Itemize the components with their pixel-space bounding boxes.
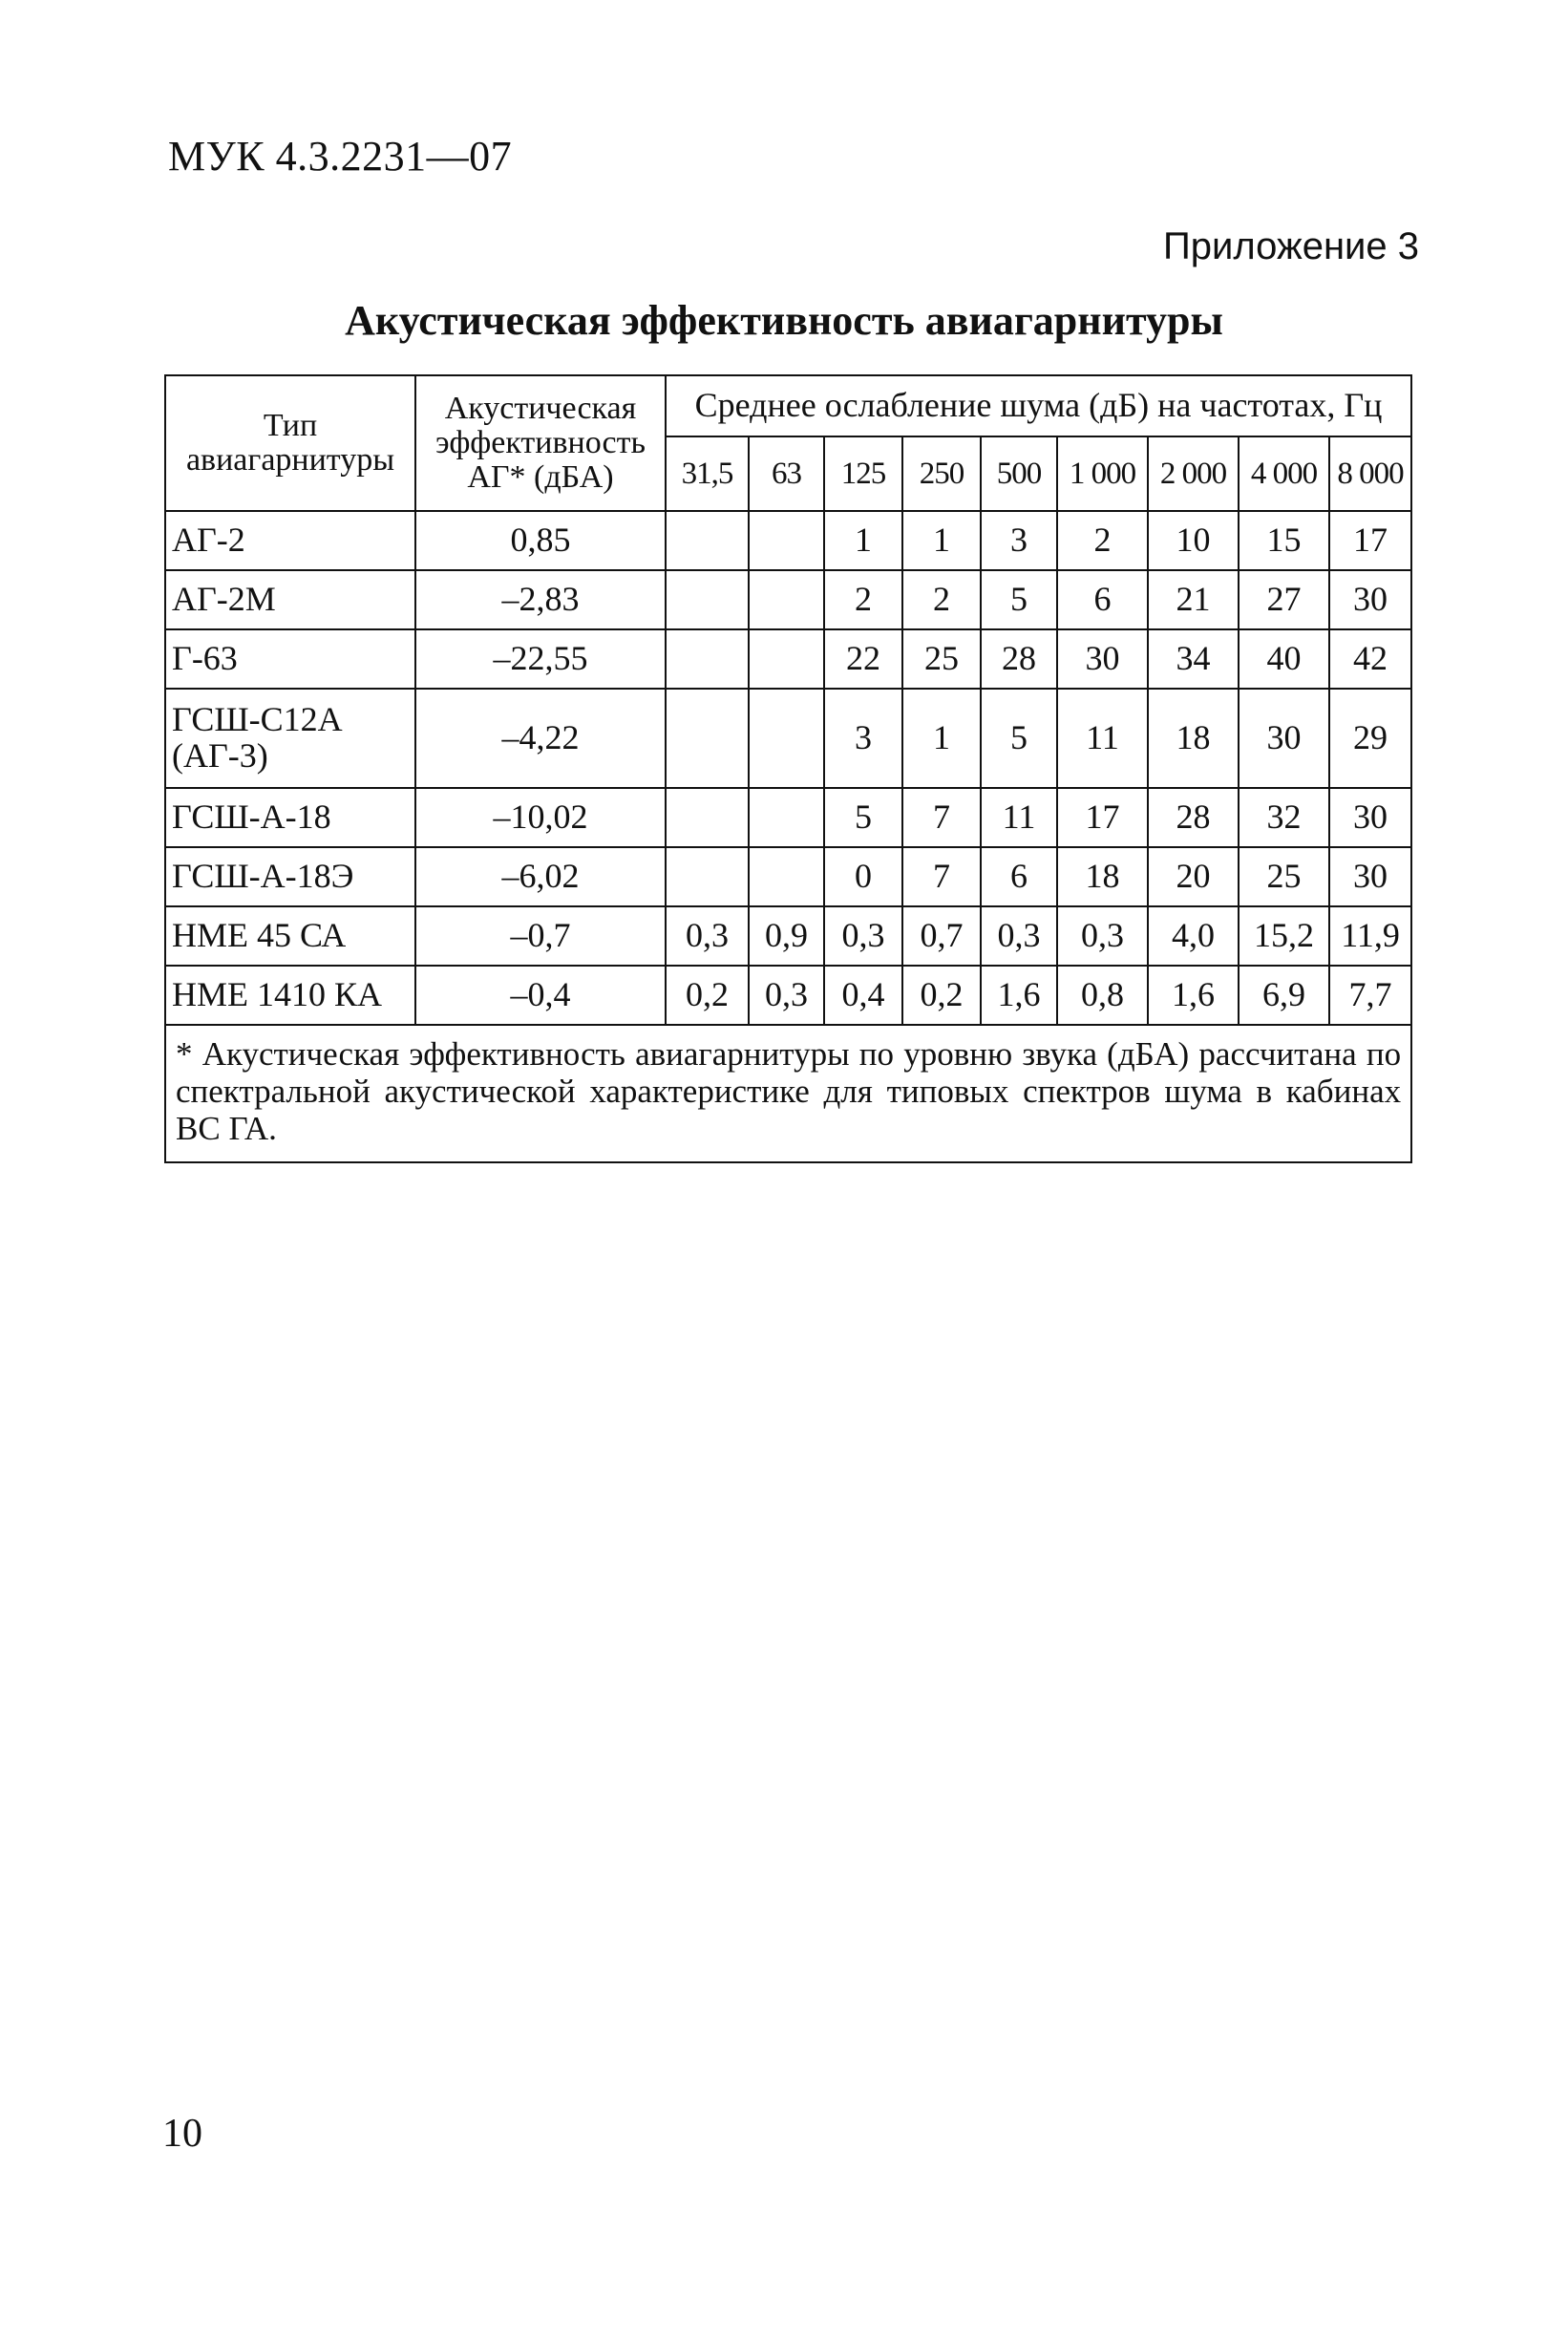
cell-attenuation: 30 — [1329, 847, 1411, 906]
cell-attenuation: 25 — [902, 629, 981, 689]
cell-efficiency: –2,83 — [415, 570, 666, 629]
cell-headset-type: ГСШ-А-18Э — [165, 847, 415, 906]
cell-attenuation — [749, 847, 824, 906]
cell-attenuation: 5 — [824, 788, 902, 847]
table-title: Акустическая эффективность авиагарнитуры — [345, 297, 1223, 344]
header-frequency: 250 — [902, 436, 981, 511]
cell-attenuation: 11,9 — [1329, 906, 1411, 966]
cell-headset-type: НМЕ 45 СА — [165, 906, 415, 966]
cell-headset-type: ГСШ-С12А (АГ-3) — [165, 689, 415, 788]
cell-attenuation — [666, 847, 749, 906]
cell-attenuation: 7,7 — [1329, 966, 1411, 1025]
header-efficiency: Акустическая эффективность АГ* (дБА) — [415, 375, 666, 511]
cell-efficiency: –0,4 — [415, 966, 666, 1025]
cell-attenuation: 2 — [902, 570, 981, 629]
cell-attenuation: 6 — [981, 847, 1057, 906]
cell-efficiency: 0,85 — [415, 511, 666, 570]
cell-attenuation: 0,3 — [666, 906, 749, 966]
cell-attenuation: 0,3 — [981, 906, 1057, 966]
cell-attenuation: 0,3 — [749, 966, 824, 1025]
cell-attenuation: 1,6 — [981, 966, 1057, 1025]
cell-attenuation — [749, 511, 824, 570]
attenuation-table — [164, 374, 1412, 1163]
cell-efficiency: –6,02 — [415, 847, 666, 906]
cell-attenuation: 28 — [981, 629, 1057, 689]
header-frequency: 8 000 — [1329, 436, 1411, 511]
table-row — [165, 570, 1411, 629]
cell-attenuation: 0,4 — [824, 966, 902, 1025]
table-row — [165, 689, 1411, 788]
cell-attenuation: 5 — [981, 689, 1057, 788]
cell-attenuation: 11 — [981, 788, 1057, 847]
cell-attenuation: 32 — [1239, 788, 1329, 847]
table-row — [165, 847, 1411, 906]
cell-attenuation: 6 — [1057, 570, 1148, 629]
table-row — [165, 629, 1411, 689]
cell-attenuation: 25 — [1239, 847, 1329, 906]
cell-attenuation: 15 — [1239, 511, 1329, 570]
cell-attenuation: 42 — [1329, 629, 1411, 689]
cell-attenuation: 1 — [824, 511, 902, 570]
cell-attenuation: 22 — [824, 629, 902, 689]
cell-attenuation: 0,8 — [1057, 966, 1148, 1025]
cell-efficiency: –10,02 — [415, 788, 666, 847]
cell-attenuation: 21 — [1148, 570, 1239, 629]
header-type: Тип авиагарнитуры — [165, 375, 415, 511]
cell-headset-type: АГ-2М — [165, 570, 415, 629]
appendix-label: Приложение 3 — [1163, 225, 1419, 267]
cell-attenuation: 30 — [1239, 689, 1329, 788]
cell-headset-type: НМЕ 1410 КА — [165, 966, 415, 1025]
cell-attenuation: 1 — [902, 511, 981, 570]
header-frequency: 63 — [749, 436, 824, 511]
cell-attenuation: 0 — [824, 847, 902, 906]
cell-headset-type: АГ-2 — [165, 511, 415, 570]
table-row — [165, 511, 1411, 570]
cell-attenuation: 1,6 — [1148, 966, 1239, 1025]
cell-headset-type: Г-63 — [165, 629, 415, 689]
cell-attenuation: 28 — [1148, 788, 1239, 847]
cell-attenuation: 18 — [1057, 847, 1148, 906]
table-body — [165, 511, 1411, 1025]
cell-attenuation: 0,2 — [902, 966, 981, 1025]
cell-attenuation: 7 — [902, 847, 981, 906]
attenuation-table-container — [164, 374, 1410, 1163]
header-frequency: 1 000 — [1057, 436, 1148, 511]
cell-attenuation: 18 — [1148, 689, 1239, 788]
cell-attenuation: 7 — [902, 788, 981, 847]
cell-attenuation — [666, 570, 749, 629]
cell-efficiency: –4,22 — [415, 689, 666, 788]
cell-attenuation — [749, 689, 824, 788]
cell-attenuation: 15,2 — [1239, 906, 1329, 966]
cell-attenuation: 29 — [1329, 689, 1411, 788]
cell-attenuation: 2 — [1057, 511, 1148, 570]
cell-attenuation: 0,3 — [1057, 906, 1148, 966]
cell-headset-type: ГСШ-А-18 — [165, 788, 415, 847]
header-frequency: 31,5 — [666, 436, 749, 511]
cell-attenuation — [666, 511, 749, 570]
header-frequency: 4 000 — [1239, 436, 1329, 511]
cell-attenuation: 17 — [1057, 788, 1148, 847]
cell-attenuation: 40 — [1239, 629, 1329, 689]
cell-attenuation: 0,9 — [749, 906, 824, 966]
cell-attenuation: 11 — [1057, 689, 1148, 788]
cell-efficiency: –0,7 — [415, 906, 666, 966]
cell-attenuation: 6,9 — [1239, 966, 1329, 1025]
table-row — [165, 966, 1411, 1025]
document-code: МУК 4.3.2231—07 — [168, 133, 513, 180]
cell-attenuation: 30 — [1329, 570, 1411, 629]
cell-attenuation — [666, 689, 749, 788]
cell-attenuation: 30 — [1329, 788, 1411, 847]
table-row — [165, 788, 1411, 847]
cell-attenuation — [749, 570, 824, 629]
cell-attenuation: 5 — [981, 570, 1057, 629]
cell-attenuation: 4,0 — [1148, 906, 1239, 966]
table-row — [165, 906, 1411, 966]
cell-efficiency: –22,55 — [415, 629, 666, 689]
cell-attenuation — [666, 629, 749, 689]
header-frequency: 2 000 — [1148, 436, 1239, 511]
cell-attenuation — [749, 629, 824, 689]
cell-attenuation: 3 — [824, 689, 902, 788]
cell-attenuation: 1 — [902, 689, 981, 788]
cell-attenuation: 2 — [824, 570, 902, 629]
page-number: 10 — [162, 2112, 202, 2156]
cell-attenuation: 30 — [1057, 629, 1148, 689]
header-frequency: 125 — [824, 436, 902, 511]
cell-attenuation: 17 — [1329, 511, 1411, 570]
cell-attenuation: 20 — [1148, 847, 1239, 906]
cell-attenuation: 0,2 — [666, 966, 749, 1025]
cell-attenuation: 34 — [1148, 629, 1239, 689]
cell-attenuation: 10 — [1148, 511, 1239, 570]
footnote: * Акустическая эффективность авиагарнитуры по уровню звука (дБА) рассчитана по спектральной акустической характеристике для типовых спектров шума в кабинах ВС ГА. — [165, 1025, 1411, 1162]
header-attenuation-group: Среднее ослабление шума (дБ) на частотах, Гц — [666, 375, 1411, 436]
cell-attenuation: 3 — [981, 511, 1057, 570]
cell-attenuation — [666, 788, 749, 847]
cell-attenuation: 0,7 — [902, 906, 981, 966]
cell-attenuation: 27 — [1239, 570, 1329, 629]
cell-attenuation — [749, 788, 824, 847]
header-frequency: 500 — [981, 436, 1057, 511]
cell-attenuation: 0,3 — [824, 906, 902, 966]
